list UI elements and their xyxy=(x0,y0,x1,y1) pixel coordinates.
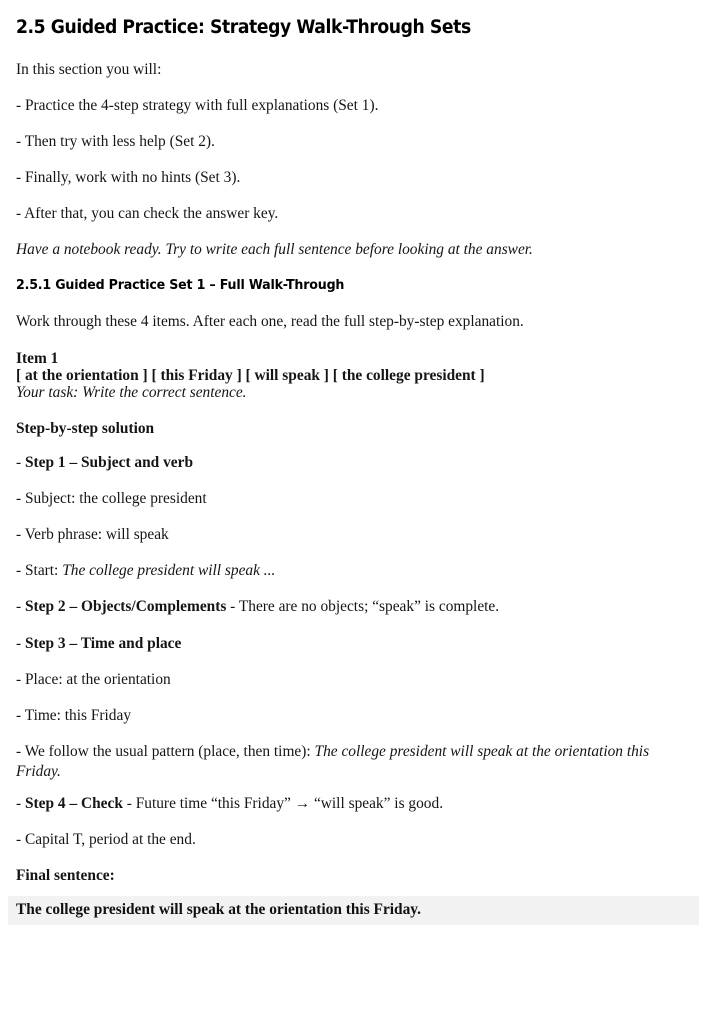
item-chunks: [ at the orientation ] [ this Friday ] [ will speak ] [ the college president ] xyxy=(16,366,485,384)
page-title: 2.5 Guided Practice: Strategy Walk-Through Sets xyxy=(16,17,471,38)
intro-note: Have a notebook ready. Try to write each full sentence before looking at the answer. xyxy=(16,241,533,259)
line-prefix: - xyxy=(16,830,25,848)
subheading-intro: Work through these 4 items. After each one, read the full step-by-step explanation. xyxy=(16,312,524,330)
item-task-text: Write the correct sentence. xyxy=(78,384,247,402)
spacer xyxy=(16,886,691,896)
item-task-label: Your task: xyxy=(16,384,79,402)
item-label: Item 1 xyxy=(16,349,59,367)
line-prefix: - xyxy=(16,634,25,652)
spacer xyxy=(16,581,691,597)
line-italic: The college president will speak at the orientation this Friday. xyxy=(16,742,650,780)
spacer xyxy=(16,294,691,312)
spacer xyxy=(16,188,691,204)
line-rest: Capital T, period at the end. xyxy=(24,830,196,848)
line-prefix: - xyxy=(16,562,25,580)
line-rest: - Future time “this Friday” → “will speak” is good. xyxy=(122,794,444,812)
line-prefix: - xyxy=(16,670,25,688)
final-sentence-highlight: The college president will speak at the orientation this Friday. xyxy=(8,896,699,925)
solution-line xyxy=(16,830,691,850)
spacer xyxy=(16,332,691,350)
intro-bullet-2: - Then try with less help (Set 2). xyxy=(16,133,215,151)
line-rest: Verb phrase: will speak xyxy=(24,526,169,544)
item-task xyxy=(16,384,691,401)
spacer xyxy=(16,152,691,168)
line-prefix: - xyxy=(16,742,25,760)
line-prefix: - xyxy=(16,598,25,616)
spacer xyxy=(16,654,691,670)
line-prefix: - xyxy=(16,526,25,544)
solution-line xyxy=(16,670,691,690)
line-bold: Step 4 – Check xyxy=(24,794,123,812)
spacer xyxy=(16,814,691,830)
section-subheading: 2.5.1 Guided Practice Set 1 – Full Walk-Through xyxy=(16,278,345,294)
spacer xyxy=(16,850,691,866)
solution-line xyxy=(16,706,691,726)
solution-lines xyxy=(16,453,691,849)
line-prefix: - xyxy=(16,454,25,472)
solution-line xyxy=(16,489,691,509)
spacer xyxy=(16,618,691,634)
spacer xyxy=(16,38,691,60)
line-bold: Step 2 – Objects/Complements xyxy=(24,598,227,616)
intro-bullet-4: - After that, you can check the answer key. xyxy=(16,205,279,223)
spacer xyxy=(16,116,691,132)
spacer xyxy=(16,690,691,706)
intro-lead: In this section you will: xyxy=(16,61,162,79)
line-rest: Time: this Friday xyxy=(24,706,132,724)
solution-line xyxy=(16,634,691,654)
line-prefix: - xyxy=(16,706,25,724)
final-sentence-label: Final sentence: xyxy=(16,866,115,884)
spacer xyxy=(16,545,691,561)
spacer xyxy=(16,80,691,96)
line-italic: The college president will speak ... xyxy=(62,562,276,580)
line-bold: Step 3 – Time and place xyxy=(24,634,182,652)
spacer xyxy=(16,726,691,742)
solution-line xyxy=(16,794,691,814)
line-rest: Place: at the orientation xyxy=(24,670,171,688)
spacer xyxy=(16,439,691,453)
intro-bullet-3: - Finally, work with no hints (Set 3). xyxy=(16,169,241,187)
spacer xyxy=(16,782,691,794)
solution-line xyxy=(16,561,691,581)
intro-bullet-1: - Practice the 4-step strategy with full explanations (Set 1). xyxy=(16,97,379,115)
line-rest: Subject: the college president xyxy=(24,490,207,508)
solution-line xyxy=(16,597,691,617)
line-rest: - There are no objects; “speak” is complete. xyxy=(226,598,500,616)
line-prefix: - xyxy=(16,490,25,508)
solution-line xyxy=(16,525,691,545)
line-rest: Start: xyxy=(24,562,63,580)
spacer xyxy=(16,260,691,278)
spacer xyxy=(16,509,691,525)
solution-heading: Step-by-step solution xyxy=(16,420,155,438)
spacer xyxy=(16,224,691,240)
spacer xyxy=(16,401,691,419)
solution-line-wrapped xyxy=(16,742,691,782)
spacer xyxy=(16,473,691,489)
solution-line xyxy=(16,453,691,473)
line-prefix: - xyxy=(16,794,25,812)
line-rest: We follow the usual pattern (place, then time): xyxy=(24,742,315,760)
line-bold: Step 1 – Subject and verb xyxy=(24,454,194,472)
